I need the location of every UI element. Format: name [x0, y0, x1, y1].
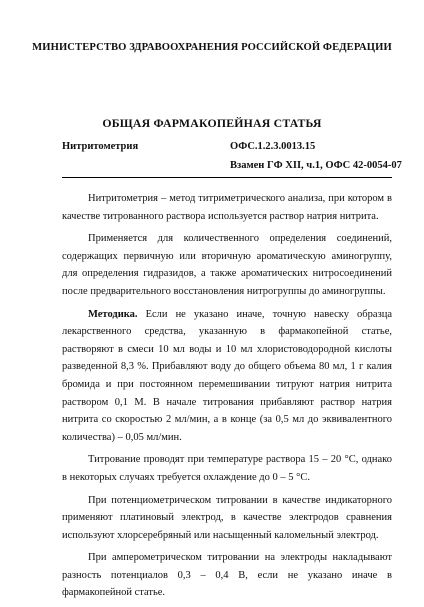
paragraph-amperometric: При амперометрическом титровании на электроды накладывают разность потенциалов 0,3 – 0,4 В, если не указано иначе в фармакопейной статье.	[62, 552, 392, 599]
article-name: Нитритометрия	[62, 141, 139, 152]
paragraph-definition: Нитритометрия – метод титриметрического анализа, при котором в качестве титрованного раствора используется раствор натрия нитрита.	[62, 193, 392, 222]
replaces-note: Взамен ГФ XII, ч.1, ОФС 42-0054-07	[230, 160, 402, 171]
article-code: ОФС.1.2.3.0013.15	[230, 141, 316, 152]
method-text: Если не указано иначе, точную навеску образца лекарственного средства, указанную в фармакопейной статье, растворяют в смеси 10 мл воды и 10 мл хлористоводородной кислоты разведенной 8,3 %. Прибавляют воду до общего объема 80 мл, 1 г калия бромида и при постоянном перемешивании титруют натрия нитрита раствором 0,1 М. В начале титрования прибавляют раствор натрия нитрита со скоростью 2 мл/мин, а в конце (за 0,5 мл до эквивалентного количества) – 0,05 мл/мин.	[62, 308, 392, 443]
paragraph-temperature: Титрование проводят при температуре раствора 15 – 20 °С, однако в некоторых случаях требуется охлаждение до 0 – 5 °С.	[62, 454, 392, 483]
header-divider	[62, 177, 392, 178]
article-type-title: ОБЩАЯ ФАРМАКОПЕЙНАЯ СТАТЬЯ	[102, 116, 322, 130]
ministry-heading: МИНИСТЕРСТВО ЗДРАВООХРАНЕНИЯ РОССИЙСКОЙ ФЕДЕРАЦИИ	[32, 42, 392, 53]
paragraph-method	[62, 306, 392, 447]
method-label: Методика.	[88, 308, 138, 320]
article-body	[62, 190, 392, 607]
paragraph-application: Применяется для количественного определения соединений, содержащих первичную или вторичную ароматическую аминогруппу, для определения гидразидов, а также ароматических нитросоединений после предварительного восстановления нитрогруппы до аминогруппы.	[62, 233, 392, 297]
paragraph-potentiometric: При потенциометрическом титровании в качестве индикаторного применяют платиновый электрод, в качестве электродов сравнения используют хлорсеребряный или насыщенный каломельный электрод.	[62, 494, 392, 541]
